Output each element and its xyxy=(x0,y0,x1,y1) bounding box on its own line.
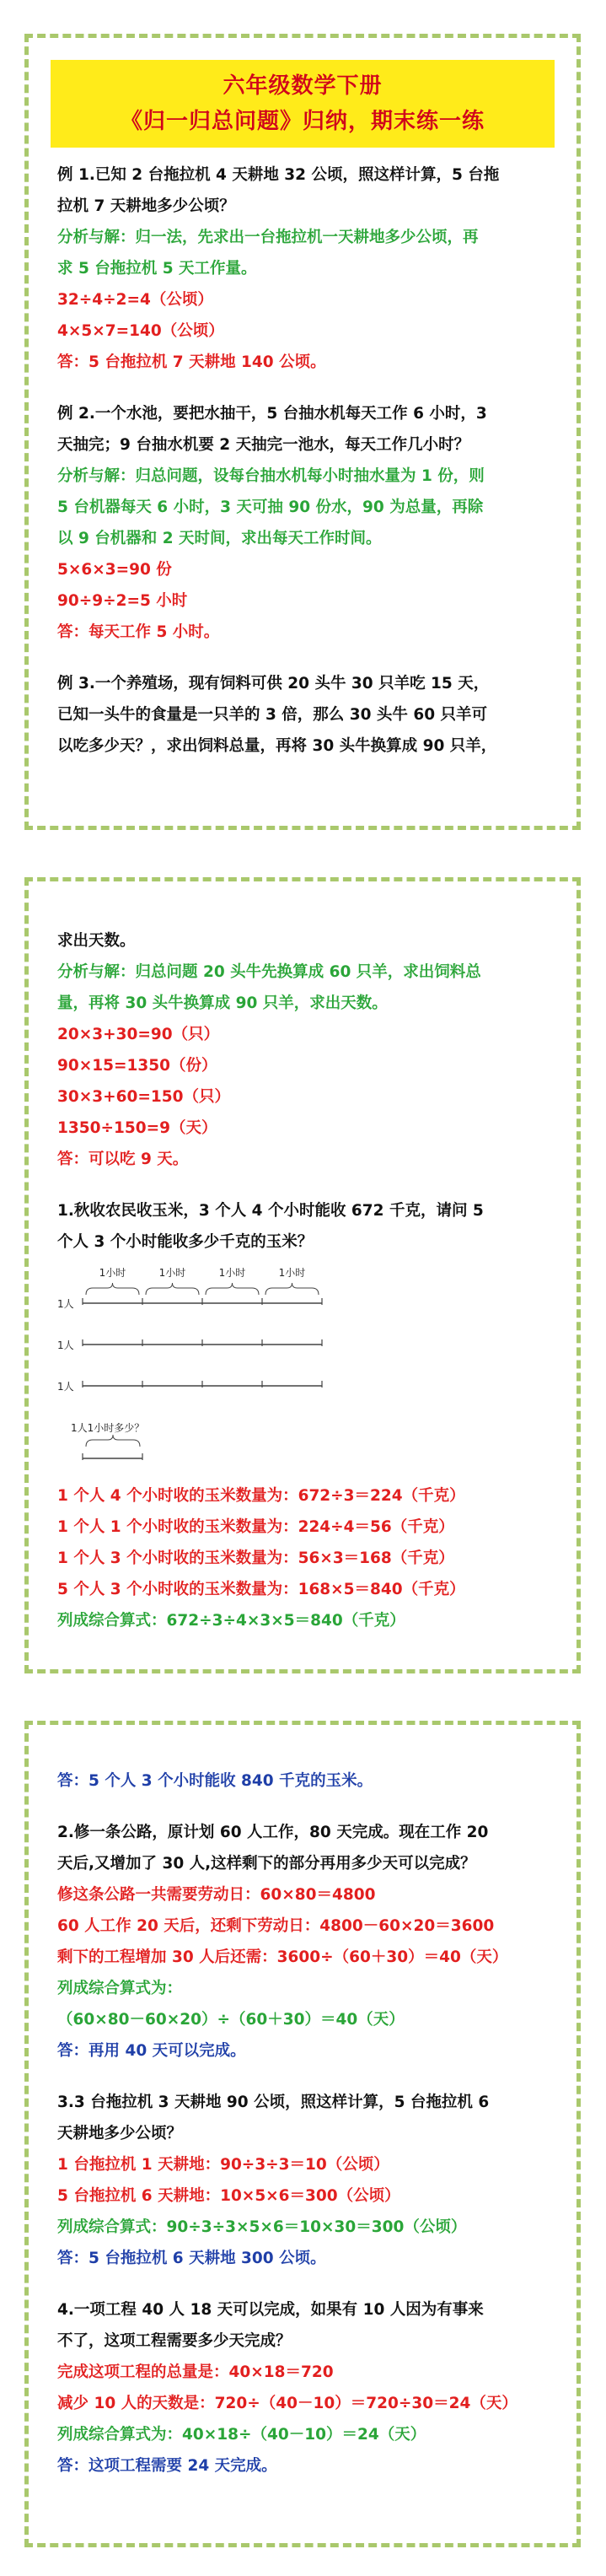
text-line: 1 台拖拉机 1 天耕地：90÷3÷3＝10（公顷） xyxy=(57,2156,389,2174)
text-line: 30×3+60=150（只） xyxy=(57,1088,230,1106)
spacer xyxy=(57,1175,548,1195)
text-line: 分析与解：归总问题，设每台抽水机每小时抽水量为 1 份，则 xyxy=(57,467,485,485)
title-line-1: 六年级数学下册 xyxy=(223,73,383,99)
person-label: 1人 xyxy=(57,1298,74,1310)
text-line: 4.一项工程 40 人 18 天可以完成，如果有 10 人因为有事来 xyxy=(57,2301,484,2319)
card-3-content xyxy=(29,1725,577,2482)
text-line: 修这条公路一共需要劳动日：60×80＝4800 xyxy=(57,1886,376,1904)
title-banner xyxy=(51,60,555,148)
text-line: 90×15=1350（份） xyxy=(57,1057,217,1075)
hour-brace xyxy=(265,1283,319,1295)
spacer xyxy=(57,2274,548,2294)
text-line: 列成综合算式：90÷3÷3×5×6＝10×30＝300（公顷） xyxy=(57,2218,467,2236)
hour-brace xyxy=(206,1283,259,1295)
card-3 xyxy=(24,1721,581,2547)
card-2-content xyxy=(29,881,577,1636)
text-line: 答：这项工程需要 24 天完成。 xyxy=(57,2457,277,2475)
text-line: 以 9 台机器和 2 天时间，求出每天工作时间。 xyxy=(57,530,382,547)
hour-brace xyxy=(86,1283,139,1295)
text-line: 60 人工作 20 天后，还剩下劳动日：4800－60×20＝3600 xyxy=(57,1917,495,1935)
person-label: 1人 xyxy=(57,1381,74,1393)
text-line: 求出天数。 xyxy=(57,932,136,950)
text-line: 5 台机器每天 6 小时，3 天可抽 90 份水，90 为总量，再除 xyxy=(57,498,484,516)
text-line: 例 1.已知 2 台拖拉机 4 天耕地 32 公顷，照这样计算，5 台拖 xyxy=(57,166,500,184)
text-line: 例 3.一个养殖场，现有饲料可供 20 头牛 30 只羊吃 15 天， xyxy=(57,675,490,693)
text-line: 分析与解：归总问题 20 头牛先换算成 60 只羊，求出饲料总 xyxy=(57,963,481,981)
text-line: 答：5 个人 3 个小时能收 840 千克的玉米。 xyxy=(57,1772,373,1790)
text-line: 1.秋收农民收玉米，3 个人 4 个小时能收 672 千克，请问 5 xyxy=(57,1202,484,1220)
text-line: 天后,又增加了 30 人,这样剩下的部分再用多少天可以完成？ xyxy=(57,1855,476,1873)
text-line: 5 台拖拉机 6 天耕地：10×5×6＝300（公顷） xyxy=(57,2187,400,2205)
card-2-bottom xyxy=(57,1480,548,1636)
text-line: 分析与解：归一法，先求出一台拖拉机一天耕地多少公顷，再 xyxy=(57,229,479,246)
text-line: 答：每天工作 5 小时。 xyxy=(57,623,220,641)
text-line: 天耕地多少公顷？ xyxy=(57,2125,183,2142)
hour-label: 1小时 xyxy=(158,1267,186,1279)
text-line: 减少 10 人的天数是：720÷（40－10）＝720÷30＝24（天） xyxy=(57,2395,518,2412)
card-1 xyxy=(24,34,581,830)
question-label: 1人1小时多少？ xyxy=(71,1422,145,1434)
text-line: 1 个人 1 个小时收的玉米数量为：224÷4＝56（千克） xyxy=(57,1518,454,1536)
text-line: 个人 3 个小时能收多少千克的玉米？ xyxy=(57,1233,314,1251)
text-line: 答：5 台拖拉机 6 天耕地 300 公顷。 xyxy=(57,2250,326,2267)
person-label: 1人 xyxy=(57,1339,74,1351)
text-line: 例 2.一个水池，要把水抽干，5 台抽水机每天工作 6 小时，3 xyxy=(57,405,487,423)
spacer xyxy=(57,378,548,398)
text-line: 已知一头牛的食量是一只羊的 3 倍，那么 30 头牛 60 只羊可 xyxy=(57,706,488,724)
text-line: 1350÷150=9（天） xyxy=(57,1119,217,1137)
text-line: 以吃多少天？，求出饲料总量，再将 30 头牛换算成 90 只羊， xyxy=(57,737,497,755)
text-line: 90÷9÷2=5 小时 xyxy=(57,592,188,610)
text-line: （60×80－60×20）÷（60＋30）＝40（天） xyxy=(57,2011,405,2029)
text-line: 列成综合算式为：40×18÷（40－10）＝24（天） xyxy=(57,2426,426,2444)
text-line: 32÷4÷2=4（公顷） xyxy=(57,291,213,309)
text-line: 完成这项工程的总量是：40×18＝720 xyxy=(57,2363,334,2381)
text-line: 3.3 台拖拉机 3 天耕地 90 公顷，照这样计算，5 台拖拉机 6 xyxy=(57,2094,490,2111)
text-line: 答：5 台拖拉机 7 天耕地 140 公顷。 xyxy=(57,353,326,371)
hour-label: 1小时 xyxy=(218,1267,246,1279)
question-brace xyxy=(86,1435,140,1447)
title-line-2: 《归一归总问题》归纳，期末练一练 xyxy=(120,109,485,134)
text-line: 拉机 7 天耕地多少公顷？ xyxy=(57,197,235,215)
text-line: 量，再将 30 头牛换算成 90 只羊，求出天数。 xyxy=(57,994,388,1012)
card-1-content xyxy=(29,148,577,762)
diagram-svg xyxy=(57,1263,529,1472)
text-line: 1 个人 4 个小时收的玉米数量为：672÷3＝224（千克） xyxy=(57,1487,465,1505)
text-line: 列成综合算式为： xyxy=(57,1980,183,1997)
card-2-top xyxy=(57,925,548,1258)
line-segment-diagram xyxy=(57,1263,548,1472)
text-line: 5×6×3=90 份 xyxy=(57,561,172,579)
text-line: 2.修一条公路，原计划 60 人工作，80 天完成。现在工作 20 xyxy=(57,1824,489,1841)
text-line: 天抽完；9 台抽水机要 2 天抽完一池水，每天工作几小时？ xyxy=(57,436,470,454)
text-line: 4×5×7=140（公顷） xyxy=(57,322,224,340)
text-line: 5 个人 3 个小时收的玉米数量为：168×5＝840（千克） xyxy=(57,1581,465,1598)
spacer xyxy=(57,1797,548,1817)
text-line: 1 个人 3 个小时收的玉米数量为：56×3＝168（千克） xyxy=(57,1549,454,1567)
text-line: 剩下的工程增加 30 人后还需：3600÷（60＋30）＝40（天） xyxy=(57,1948,508,1966)
spacer xyxy=(57,2067,548,2087)
text-line: 不了，这项工程需要多少天完成？ xyxy=(57,2332,292,2350)
card-2 xyxy=(24,877,581,1673)
hour-brace xyxy=(146,1283,199,1295)
text-line: 求 5 台拖拉机 5 天工作量。 xyxy=(57,260,257,278)
text-line: 答：再用 40 天可以完成。 xyxy=(57,2042,246,2060)
hour-label: 1小时 xyxy=(278,1267,306,1279)
text-line: 列成综合算式：672÷3÷4×3×5＝840（千克） xyxy=(57,1612,405,1630)
text-line: 20×3+30=90（只） xyxy=(57,1026,220,1043)
text-line: 答：可以吃 9 天。 xyxy=(57,1151,189,1168)
spacer xyxy=(57,648,548,668)
hour-label: 1小时 xyxy=(99,1267,126,1279)
